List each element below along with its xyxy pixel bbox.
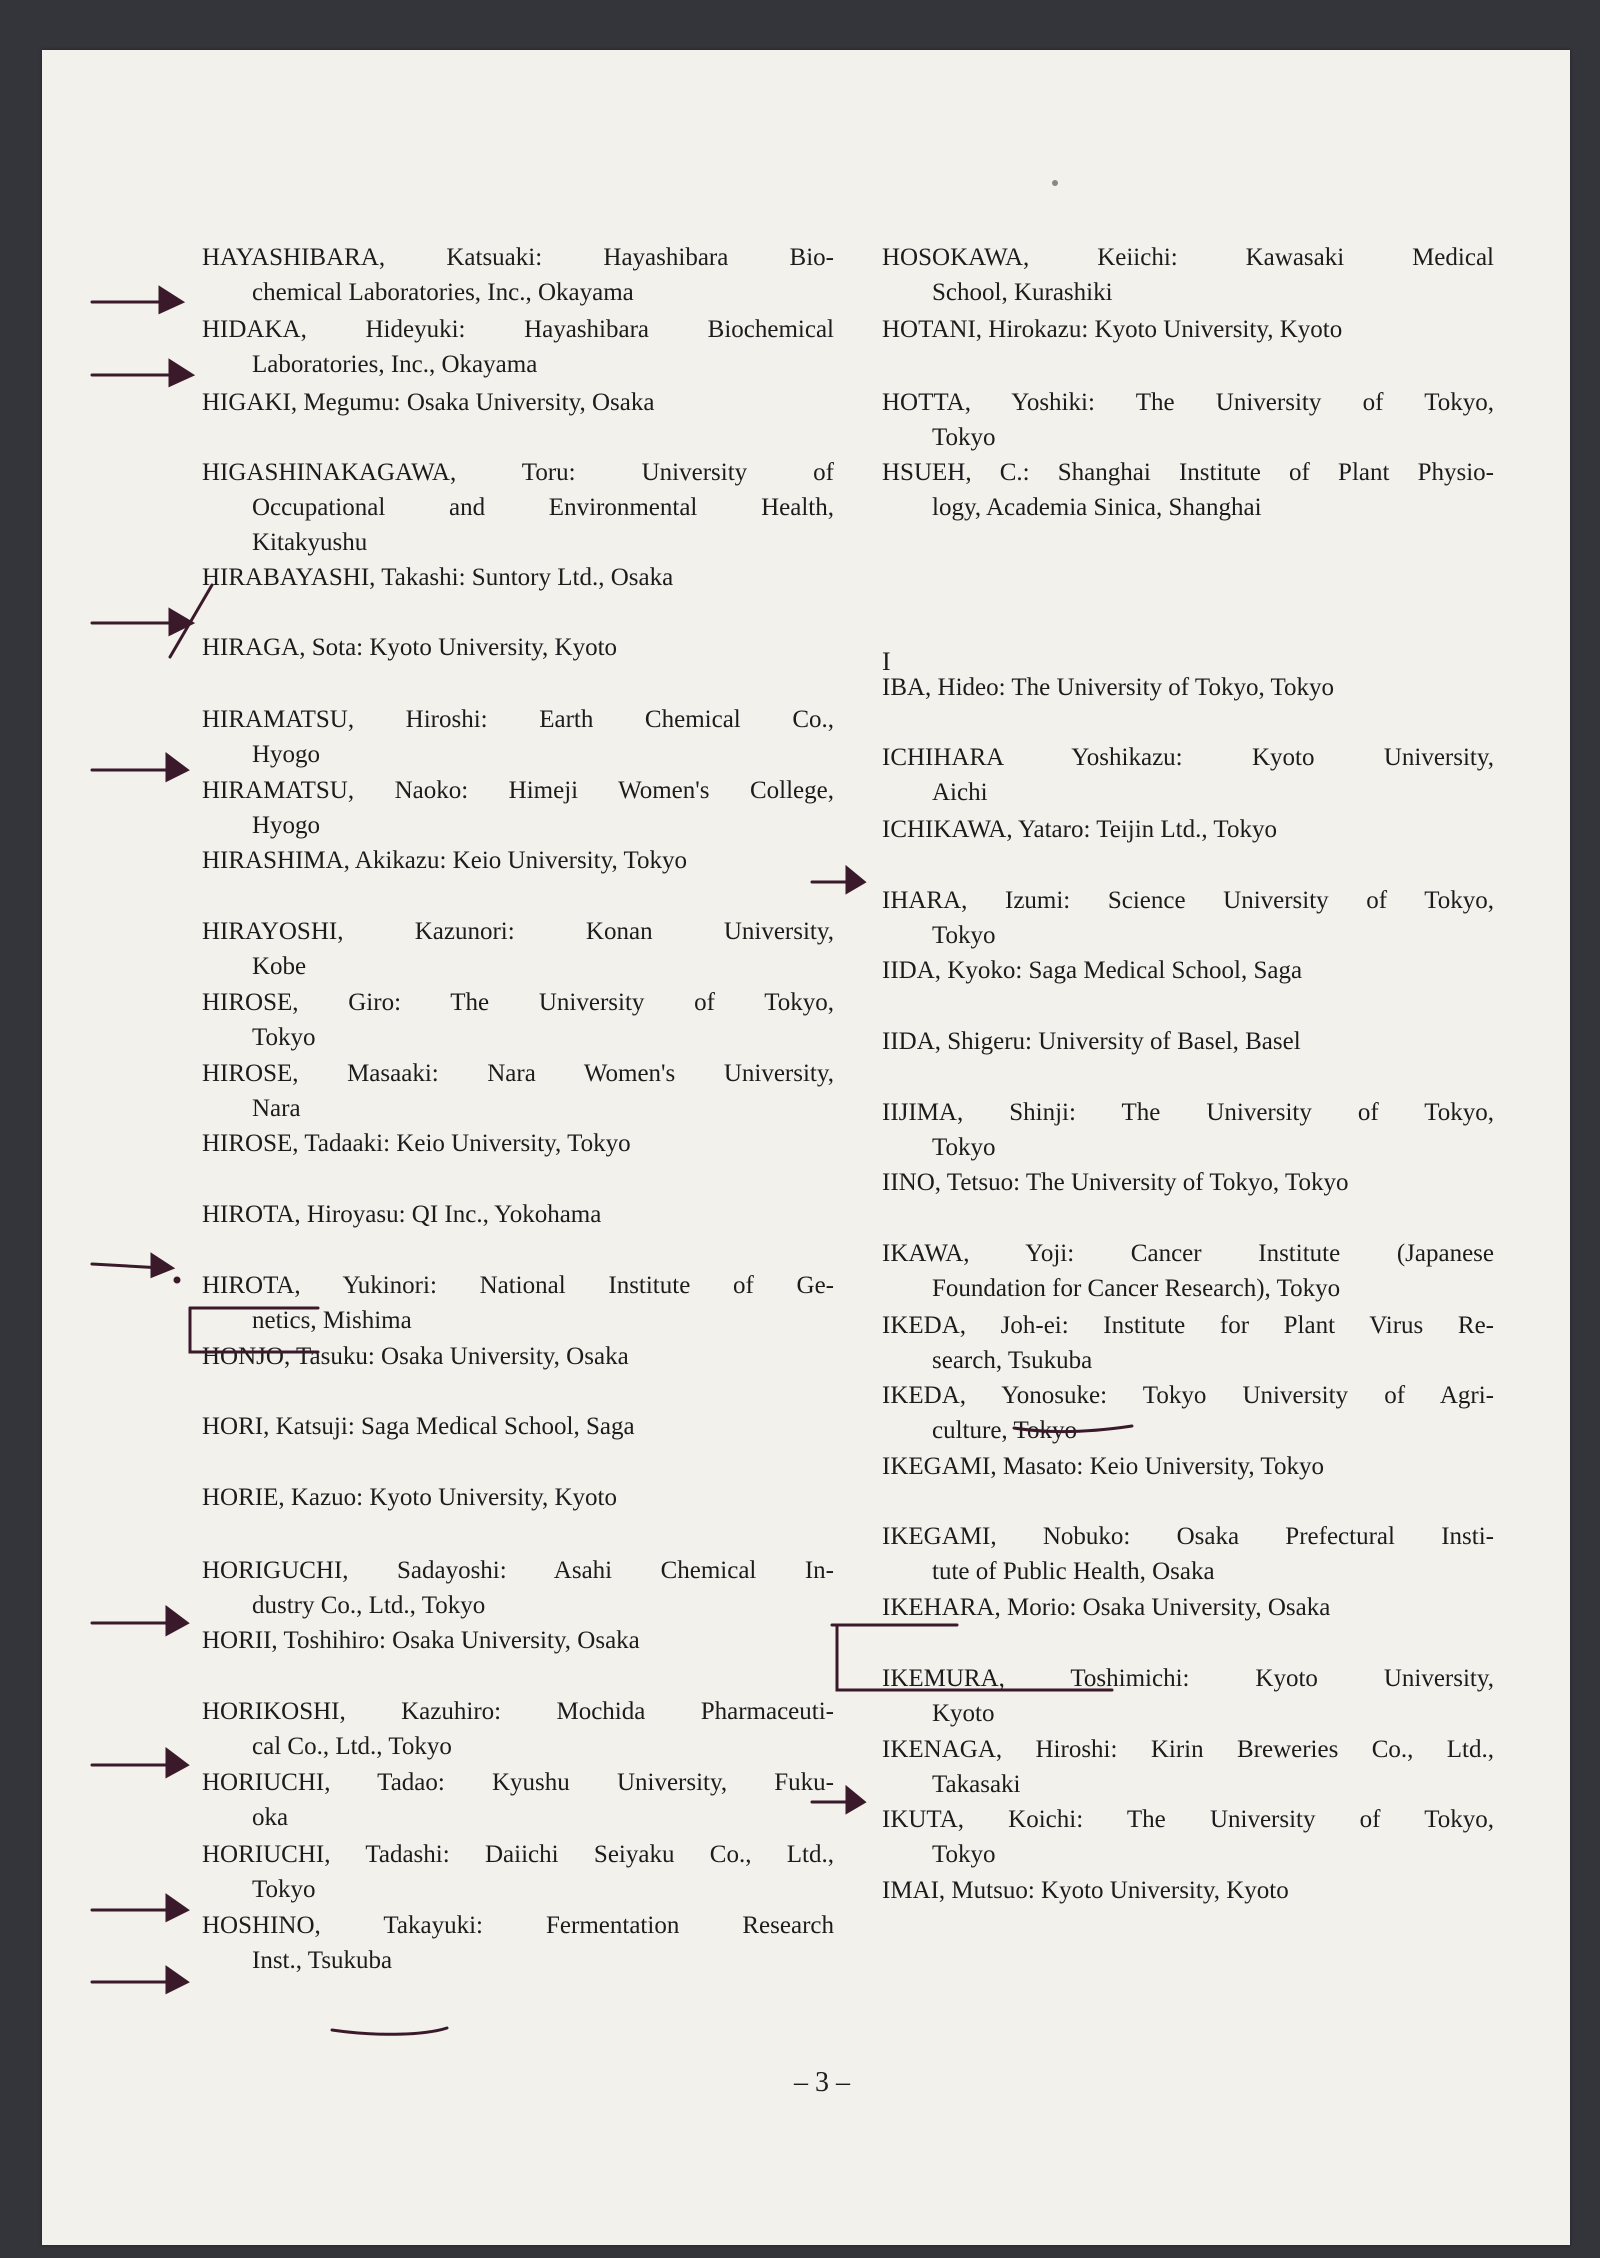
entry-name-line: IKUTA, Koichi: The University of Tokyo, [882, 1806, 1494, 1833]
entry-name-line: HAYASHIBARA, Katsuaki: Hayashibara Bio- [202, 244, 834, 271]
entry-name-line: HSUEH, C.: Shanghai Institute of Plant Physio- [882, 459, 1494, 486]
entry-name-line: HIRAMATSU, Naoko: Himeji Women's College, [202, 777, 834, 804]
entry-affiliation-line: dustry Co., Ltd., Tokyo [252, 1592, 486, 1619]
entry-affiliation-line: netics, Mishima [252, 1307, 412, 1334]
entry-affiliation-line: Foundation for Cancer Research), Tokyo [932, 1275, 1341, 1302]
handwritten-annotations [42, 50, 1570, 2245]
paper-speck [1052, 180, 1058, 186]
entry-affiliation-line: Tokyo [932, 922, 996, 949]
entry-name-line: HIDAKA, Hideyuki: Hayashibara Biochemical [202, 316, 834, 343]
entry-name-line: IKENAGA, Hiroshi: Kirin Breweries Co., Ltd., [882, 1736, 1494, 1763]
entry-name-line: HIGAKI, Megumu: Osaka University, Osaka [202, 389, 655, 416]
entry-name-line: HOTTA, Yoshiki: The University of Tokyo, [882, 389, 1494, 416]
arrow-icon [92, 288, 182, 312]
entry-name-line: HIRAGA, Sota: Kyoto University, Kyoto [202, 634, 618, 661]
entry-name-line: IIJIMA, Shinji: The University of Tokyo, [882, 1099, 1494, 1126]
arrow-icon [92, 1608, 187, 1634]
entry-name-line: HORI, Katsuji: Saga Medical School, Saga [202, 1413, 635, 1440]
entry-affiliation-line: School, Kurashiki [932, 279, 1113, 306]
entry-affiliation-line: Kyoto [932, 1700, 995, 1727]
entry-name-line: HIROTA, Yukinori: National Institute of Ge- [202, 1272, 834, 1299]
entry-affiliation-line: cal Co., Ltd., Tokyo [252, 1733, 452, 1760]
entry-affiliation-line: Tokyo [932, 1841, 996, 1868]
arrow-icon [92, 361, 192, 385]
document-page [42, 50, 1570, 2245]
entry-name-line: HORII, Toshihiro: Osaka University, Osaka [202, 1627, 640, 1654]
entry-name-line: ICHIKAWA, Yataro: Teijin Ltd., Tokyo [882, 816, 1277, 843]
entry-affiliation-line: Hyogo [252, 812, 321, 839]
entry-affiliation-line: Aichi [932, 779, 988, 806]
entry-name-line: HOSHINO, Takayuki: Fermentation Research [202, 1912, 834, 1939]
entry-name-line: IINO, Tetsuo: The University of Tokyo, Tokyo [882, 1169, 1349, 1196]
entry-affiliation-line: Kobe [252, 953, 307, 980]
entry-name-line: HOTANI, Hirokazu: Kyoto University, Kyoto [882, 316, 1343, 343]
entry-affiliation-line: Inst., Tsukuba [252, 1947, 393, 1974]
arrow-icon [812, 1788, 864, 1812]
bracket-mark [832, 1625, 1112, 1690]
entry-name-line: IKEGAMI, Masato: Keio University, Tokyo [882, 1453, 1324, 1480]
entry-name-line: IKEMURA, Toshimichi: Kyoto University, [882, 1665, 1494, 1692]
arrow-icon [92, 755, 187, 780]
entry-affiliation-line: culture, Tokyo [932, 1417, 1077, 1444]
page-number: – 3 – [794, 2067, 850, 2098]
entry-name-line: ICHIHARA Yoshikazu: Kyoto University, [882, 744, 1494, 771]
entry-affiliation-line: logy, Academia Sinica, Shanghai [932, 494, 1262, 521]
entry-name-line: HIROSE, Masaaki: Nara Women's University, [202, 1060, 834, 1087]
entry-name-line: HORIUCHI, Tadao: Kyushu University, Fuku- [202, 1769, 834, 1796]
entry-name-line: HIRAYOSHI, Kazunori: Konan University, [202, 918, 834, 945]
entry-affiliation-line: oka [252, 1804, 289, 1831]
entry-affiliation-line: Tokyo [932, 424, 996, 451]
entry-affiliation-line: search, Tsukuba [932, 1347, 1093, 1374]
entry-name-line: IHARA, Izumi: Science University of Tokyo, [882, 887, 1494, 914]
entry-name-line: IKEDA, Yonosuke: Tokyo University of Agri- [882, 1382, 1494, 1409]
entry-affiliation-line: Tokyo [252, 1876, 316, 1903]
entry-name-line: HIROTA, Hiroyasu: QI Inc., Yokohama [202, 1201, 602, 1228]
entry-name-line: HIRABAYASHI, Takashi: Suntory Ltd., Osaka [202, 564, 674, 591]
entry-name-line: HIROSE, Giro: The University of Tokyo, [202, 989, 834, 1016]
entry-affiliation-line: Takasaki [932, 1771, 1021, 1798]
entry-affiliation-line: Kitakyushu [252, 529, 368, 556]
arrow-icon [92, 1896, 187, 1920]
entry-affiliation-line: chemical Laboratories, Inc., Okayama [252, 279, 634, 306]
entry-name-line: HIRAMATSU, Hiroshi: Earth Chemical Co., [202, 706, 834, 733]
entry-name-line: IIDA, Kyoko: Saga Medical School, Saga [882, 957, 1303, 984]
entry-affiliation-line: Nara [252, 1095, 301, 1122]
arrow-icon [92, 1968, 187, 1992]
entry-name-line: IBA, Hideo: The University of Tokyo, Tokyo [882, 674, 1335, 701]
entry-name-line: HORIE, Kazuo: Kyoto University, Kyoto [202, 1484, 617, 1511]
entry-name-line: IKEHARA, Morio: Osaka University, Osaka [882, 1594, 1331, 1621]
arrow-icon [92, 585, 212, 657]
entry-name-line: HIRASHIMA, Akikazu: Keio University, Tokyo [202, 847, 688, 874]
entry-name-line: HORIKOSHI, Kazuhiro: Mochida Pharmaceuti- [202, 1698, 834, 1725]
entry-name-line: HOSOKAWA, Keiichi: Kawasaki Medical [882, 244, 1494, 271]
entry-name-line: IIDA, Shigeru: University of Basel, Basel [882, 1028, 1301, 1055]
entry-name-line: HORIGUCHI, Sadayoshi: Asahi Chemical In- [202, 1557, 834, 1584]
entry-affiliation-line: Occupational and Environmental Health, [252, 494, 834, 521]
entry-name-line: HIROSE, Tadaaki: Keio University, Tokyo [202, 1130, 631, 1157]
arrow-icon [92, 1255, 179, 1282]
entry-name-line: HIGASHINAKAGAWA, Toru: University of [202, 459, 834, 486]
entry-name-line: IKAWA, Yoji: Cancer Institute (Japanese [882, 1240, 1494, 1267]
entry-affiliation-line: Tokyo [932, 1134, 996, 1161]
entry-affiliation-line: tute of Public Health, Osaka [932, 1558, 1215, 1585]
arrow-icon [92, 1750, 187, 1776]
entry-affiliation-line: Tokyo [252, 1024, 316, 1051]
entry-name-line: HORIUCHI, Tadashi: Daiichi Seiyaku Co., Ltd., [202, 1841, 834, 1868]
entry-name-line: HONJO, Tasuku: Osaka University, Osaka [202, 1343, 629, 1370]
box-mark [190, 1308, 318, 1352]
entry-name-line: IKEGAMI, Nobuko: Osaka Prefectural Insti- [882, 1523, 1494, 1550]
entry-name-line: IMAI, Mutsuo: Kyoto University, Kyoto [882, 1877, 1289, 1904]
arrow-icon [812, 868, 864, 892]
section-letter: I [882, 647, 891, 676]
entry-affiliation-line: Hyogo [252, 741, 321, 768]
entry-name-line: IKEDA, Joh-ei: Institute for Plant Virus Re- [882, 1312, 1494, 1339]
entry-affiliation-line: Laboratories, Inc., Okayama [252, 351, 538, 378]
